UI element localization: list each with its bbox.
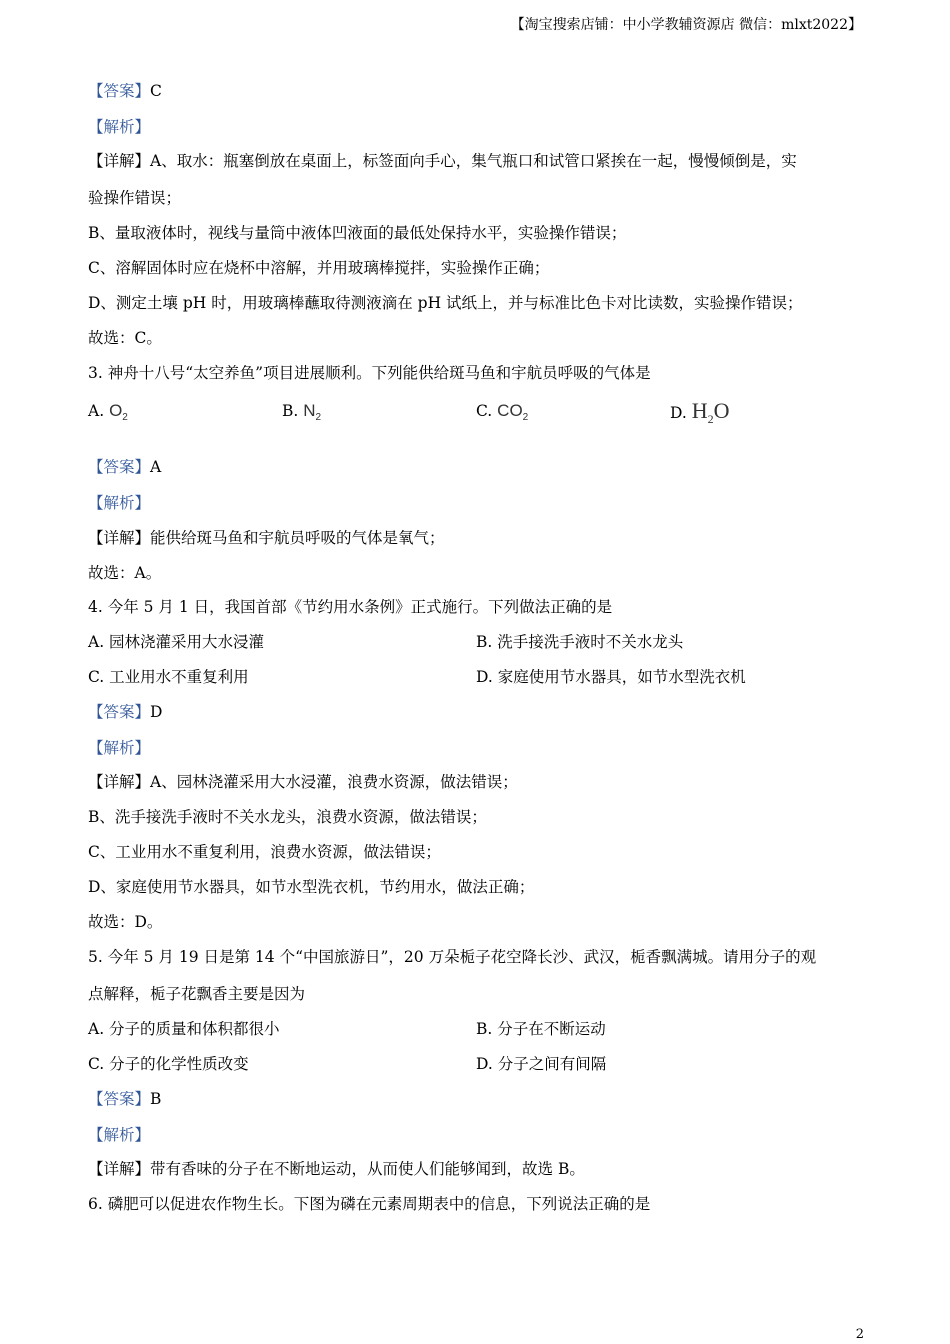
option-a: A. 分子的质量和体积都很小 <box>88 1020 280 1038</box>
detail-tag: 【详解】 <box>88 773 151 791</box>
option-label: C. <box>476 402 493 420</box>
formula-h2o: $H_2O$ <box>691 398 730 426</box>
option-b: B. 分子在不断运动 <box>476 1020 606 1038</box>
detail-tag: 【详解】 <box>88 152 151 170</box>
option-a <box>88 400 128 429</box>
answer-value: C <box>150 82 162 100</box>
analysis-tag: 【解析】 <box>88 494 151 512</box>
detail-text: A、园林浇灌采用大水浸灌，浪费水资源，做法错误； <box>150 773 518 791</box>
answer-line <box>88 701 162 723</box>
answer-tag: 【答案】 <box>88 82 151 100</box>
detail-text: C、溶解固体时应在烧杯中溶解，并用玻璃棒搅拌，实验操作正确； <box>88 259 550 277</box>
detail-text: B、量取液体时，视线与量筒中液体凹液面的最低处保持水平，实验操作错误； <box>88 224 627 242</box>
detail-line <box>88 1158 585 1180</box>
option-b: B. 洗手接洗手液时不关水龙头 <box>476 633 684 651</box>
detail-line <box>88 150 797 172</box>
detail-line <box>88 771 518 793</box>
detail-tag: 【详解】 <box>88 1160 151 1178</box>
answer-tag: 【答案】 <box>88 1090 151 1108</box>
page-number: 2 <box>855 1327 864 1342</box>
conclusion: 故选：D。 <box>88 913 163 931</box>
option-a: A. 园林浇灌采用大水浸灌 <box>88 633 265 651</box>
question-stem-cont: 点解释，栀子花飘香主要是因为 <box>88 985 306 1003</box>
formula-co2: $CO_2$ <box>497 401 529 423</box>
answer-line <box>88 456 161 478</box>
answer-tag: 【答案】 <box>88 703 151 721</box>
formula-n2: $N_2$ <box>303 401 322 423</box>
option-c <box>476 400 528 429</box>
option-d: D. 分子之间有间隔 <box>476 1055 607 1073</box>
answer-line <box>88 1088 161 1110</box>
detail-text: 带有香味的分子在不断地运动，从而使人们能够闻到，故选 B。 <box>150 1160 585 1178</box>
formula-o2: $O_2$ <box>109 401 128 423</box>
answer-value: B <box>150 1090 162 1108</box>
detail-text: D、家庭使用节水器具，如节水型洗衣机，节约用水，做法正确； <box>88 878 535 896</box>
answer-value: A <box>150 458 162 476</box>
page-header: 【淘宝搜索店铺：中小学教辅资源店 微信：mlxt2022】 <box>510 17 862 33</box>
detail-text: 能供给斑马鱼和宇航员呼吸的气体是氧气； <box>150 529 445 547</box>
answer-tag: 【答案】 <box>88 458 151 476</box>
answer-value: D <box>150 703 163 721</box>
detail-text: 验操作错误； <box>88 189 182 207</box>
option-d: D. 家庭使用节水器具，如节水型洗衣机 <box>476 668 746 686</box>
detail-line <box>88 527 445 549</box>
detail-tag: 【详解】 <box>88 529 151 547</box>
analysis-tag: 【解析】 <box>88 1126 151 1144</box>
option-b <box>282 400 321 429</box>
answer-line <box>88 80 162 102</box>
conclusion: 故选：C。 <box>88 329 162 347</box>
option-label: B. <box>282 402 299 420</box>
question-stem: 3. 神舟十八号“太空养鱼”项目进展顺利。下列能供给斑马鱼和宇航员呼吸的气体是 <box>88 364 651 382</box>
question-stem: 5. 今年 5 月 19 日是第 14 个“中国旅游日”，20 万朵栀子花空降长沙、武汉，栀香飘满城。请用分子的观 <box>88 948 817 966</box>
option-c: C. 分子的化学性质改变 <box>88 1055 249 1073</box>
option-label: D. <box>670 404 687 422</box>
question-stem: 6. 磷肥可以促进农作物生长。下图为磷在元素周期表中的信息，下列说法正确的是 <box>88 1195 651 1213</box>
question-stem: 4. 今年 5 月 1 日，我国首部《节约用水条例》正式施行。下列做法正确的是 <box>88 598 613 616</box>
detail-text: A、取水：瓶塞倒放在桌面上，标签面向手心，集气瓶口和试管口紧挨在一起，慢慢倾倒是，实 <box>150 152 797 170</box>
detail-text: C、工业用水不重复利用，浪费水资源，做法错误； <box>88 843 441 861</box>
conclusion: 故选：A。 <box>88 564 162 582</box>
detail-text: D、测定土壤 pH 时，用玻璃棒蘸取待测液滴在 pH 试纸上，并与标准比色卡对比读数，实验操作错误； <box>88 294 803 312</box>
analysis-tag: 【解析】 <box>88 118 151 136</box>
option-d <box>670 400 730 430</box>
option-label: A. <box>88 402 105 420</box>
analysis-tag: 【解析】 <box>88 739 151 757</box>
detail-text: B、洗手接洗手液时不关水龙头，浪费水资源，做法错误； <box>88 808 487 826</box>
option-c: C. 工业用水不重复利用 <box>88 668 249 686</box>
